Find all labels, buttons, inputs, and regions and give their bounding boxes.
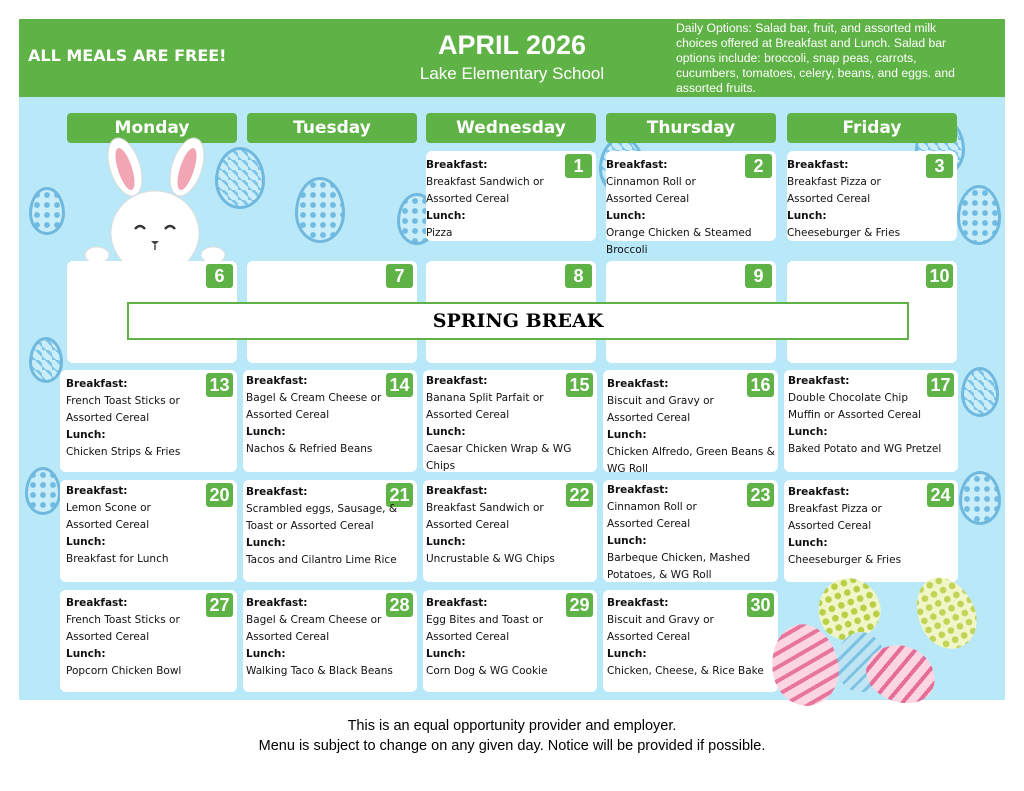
meal-label: Breakfast: xyxy=(426,597,488,609)
date-number: 2 xyxy=(745,154,772,178)
meal-label: Lunch: xyxy=(66,536,106,548)
menu-item: Tacos and Cilantro Lime Rice xyxy=(246,554,397,566)
date-number: 8 xyxy=(565,264,592,288)
meal-label: Lunch: xyxy=(246,426,286,438)
bunny-icon xyxy=(75,135,235,263)
meal-label: Lunch: xyxy=(246,537,286,549)
menu-item: Toast or Assorted Cereal xyxy=(246,520,374,532)
date-number: 20 xyxy=(206,483,233,507)
menu-item: Cinnamon Roll or xyxy=(607,501,697,513)
menu-text xyxy=(607,482,777,584)
day-cell xyxy=(60,480,237,582)
menu-text xyxy=(788,484,958,569)
easter-egg-icon xyxy=(961,367,999,417)
menu-item: Breakfast Pizza or xyxy=(787,176,881,188)
meal-label: Breakfast: xyxy=(426,485,488,497)
meal-label: Lunch: xyxy=(607,535,647,547)
date-number: 10 xyxy=(926,264,953,288)
easter-egg-icon xyxy=(295,177,345,243)
menu-text xyxy=(788,373,958,458)
day-header-friday: Friday xyxy=(787,113,957,143)
menu-text xyxy=(606,157,776,259)
menu-item: Orange Chicken & Steamed xyxy=(606,227,752,239)
meal-label: Breakfast: xyxy=(426,375,488,387)
menu-item: Bagel & Cream Cheese or xyxy=(246,392,382,404)
menu-item: Assorted Cereal xyxy=(426,409,510,421)
menu-item: Chicken Alfredo, Green Beans & xyxy=(607,446,775,458)
meal-label: Breakfast: xyxy=(66,378,128,390)
menu-item: Assorted Cereal xyxy=(246,631,330,643)
day-cell xyxy=(60,590,237,692)
meal-label: Breakfast: xyxy=(66,485,128,497)
easter-egg-icon xyxy=(957,185,1001,245)
day-cell xyxy=(603,590,778,692)
menu-text xyxy=(426,595,596,680)
menu-text xyxy=(426,157,596,242)
menu-item: Pizza xyxy=(426,227,453,239)
meal-label: Lunch: xyxy=(426,210,466,222)
day-cell xyxy=(426,151,596,241)
menu-item: Potatoes, & WG Roll xyxy=(607,569,712,581)
meal-label: Lunch: xyxy=(426,426,466,438)
footer-menu-notice: Menu is subject to change on any given day. Notice will be provided if possible. xyxy=(258,738,766,754)
school-name: Lake Elementary School xyxy=(419,64,605,83)
daily-options-text: Daily Options: Salad bar, fruit, and assorted milk choices offered at Breakfast and Lunch. Salad bar options include: broccoli, snap peas, carrots, cucumbers, tomatoes, celery, beans, and eggs. and assorted fruits. xyxy=(676,21,955,95)
day-cell xyxy=(606,151,776,256)
day-cell xyxy=(243,480,417,582)
meal-label: Lunch: xyxy=(788,426,828,438)
day-cell xyxy=(784,370,958,472)
day-cell xyxy=(784,480,958,582)
menu-item: Chicken, Cheese, & Rice Bake xyxy=(607,665,764,677)
menu-text xyxy=(66,376,236,461)
meal-label: Breakfast: xyxy=(788,375,850,387)
menu-item: Cheeseburger & Fries xyxy=(788,554,902,566)
date-number: 29 xyxy=(566,593,593,617)
date-number: 3 xyxy=(926,154,953,178)
meal-label: Breakfast: xyxy=(607,378,669,390)
day-cell xyxy=(603,480,778,582)
meal-label: Lunch: xyxy=(787,210,827,222)
menu-item: Popcorn Chicken Bowl xyxy=(66,665,182,677)
meal-label: Lunch: xyxy=(246,648,286,660)
menu-text xyxy=(607,595,777,680)
meal-label: Breakfast: xyxy=(607,597,669,609)
menu-text xyxy=(426,373,596,475)
meal-label: Lunch: xyxy=(606,210,646,222)
meal-label: Breakfast: xyxy=(426,159,488,171)
menu-item: Egg Bites and Toast or xyxy=(426,614,544,626)
menu-text xyxy=(66,483,236,568)
menu-item: Caesar Chicken Wrap & WG xyxy=(426,443,572,455)
meal-label: Lunch: xyxy=(788,537,828,549)
menu-text xyxy=(246,373,416,458)
menu-item: Uncrustable & WG Chips xyxy=(426,553,555,565)
meal-label: Lunch: xyxy=(607,429,647,441)
menu-text xyxy=(66,595,236,680)
menu-text xyxy=(607,376,777,478)
menu-item: Breakfast Pizza or xyxy=(788,503,882,515)
menu-item: Breakfast Sandwich or xyxy=(426,176,544,188)
menu-item: Assorted Cereal xyxy=(426,519,510,531)
day-header-tuesday: Tuesday xyxy=(247,113,417,143)
menu-item: Assorted Cereal xyxy=(787,193,871,205)
day-cell xyxy=(423,590,597,692)
date-number: 28 xyxy=(386,593,413,617)
menu-item: Assorted Cereal xyxy=(426,631,510,643)
date-number: 23 xyxy=(747,483,774,507)
easter-egg-icon xyxy=(29,337,63,383)
meal-label: Lunch: xyxy=(607,648,647,660)
date-number: 21 xyxy=(386,483,413,507)
menu-item: Cinnamon Roll or xyxy=(606,176,696,188)
day-cell xyxy=(243,590,417,692)
menu-item: Lemon Scone or xyxy=(66,502,151,514)
date-number: 7 xyxy=(386,264,413,288)
meal-label: Lunch: xyxy=(66,648,106,660)
menu-item: Corn Dog & WG Cookie xyxy=(426,665,548,677)
menu-item: WG Roll xyxy=(607,463,648,475)
day-cell xyxy=(423,370,597,472)
date-number: 9 xyxy=(745,264,772,288)
menu-text xyxy=(426,483,596,568)
menu-item: Assorted Cereal xyxy=(426,193,510,205)
meal-label: Breakfast: xyxy=(607,484,669,496)
menu-item: Walking Taco & Black Beans xyxy=(246,665,393,677)
meal-label: Breakfast: xyxy=(788,486,850,498)
meal-label: Breakfast: xyxy=(606,159,668,171)
day-cell xyxy=(603,370,778,475)
easter-egg-icon xyxy=(29,187,65,235)
menu-item: Breakfast Sandwich or xyxy=(426,502,544,514)
menu-item: Double Chocolate Chip xyxy=(788,392,908,404)
day-header-wednesday: Wednesday xyxy=(426,113,596,143)
menu-item: Assorted Cereal xyxy=(66,519,150,531)
easter-egg-icon xyxy=(959,471,1001,525)
menu-item: Chicken Strips & Fries xyxy=(66,446,181,458)
footer-equal-opportunity: This is an equal opportunity provider and employer. xyxy=(347,718,677,734)
meal-label: Lunch: xyxy=(426,648,466,660)
day-cell xyxy=(60,370,237,472)
menu-item: Assorted Cereal xyxy=(607,631,691,643)
menu-item: Assorted Cereal xyxy=(66,631,150,643)
menu-item: Baked Potato and WG Pretzel xyxy=(788,443,942,455)
menu-item: French Toast Sticks or xyxy=(66,395,180,407)
day-cell xyxy=(787,151,957,241)
page-title: APRIL 2026 xyxy=(437,30,587,60)
menu-item: Muffin or Assorted Cereal xyxy=(788,409,922,421)
meal-label: Lunch: xyxy=(66,429,106,441)
day-header-thursday: Thursday xyxy=(606,113,776,143)
date-number: 22 xyxy=(566,483,593,507)
menu-text xyxy=(246,484,416,569)
menu-item: Chips xyxy=(426,460,456,472)
menu-item: Barbeque Chicken, Mashed xyxy=(607,552,751,564)
date-number: 30 xyxy=(747,593,774,617)
date-number: 14 xyxy=(386,373,413,397)
date-number: 17 xyxy=(927,373,954,397)
menu-item: Cheeseburger & Fries xyxy=(787,227,901,239)
date-number: 13 xyxy=(206,373,233,397)
menu-item: Assorted Cereal xyxy=(788,520,872,532)
menu-text xyxy=(246,595,416,680)
meal-label: Breakfast: xyxy=(246,597,308,609)
menu-item: French Toast Sticks or xyxy=(66,614,180,626)
spring-break-banner: SPRING BREAK xyxy=(127,302,909,340)
menu-item: Bagel & Cream Cheese or xyxy=(246,614,382,626)
menu-item: Breakfast for Lunch xyxy=(66,553,169,565)
menu-item: Assorted Cereal xyxy=(66,412,150,424)
date-number: 16 xyxy=(747,373,774,397)
meal-label: Lunch: xyxy=(426,536,466,548)
date-number: 6 xyxy=(206,264,233,288)
menu-item: Broccoli xyxy=(606,244,648,256)
easter-egg-icon xyxy=(25,467,61,515)
meal-label: Breakfast: xyxy=(66,597,128,609)
menu-item: Scrambled eggs, Sausage, & xyxy=(246,503,398,515)
date-number: 1 xyxy=(565,154,592,178)
meal-label: Breakfast: xyxy=(787,159,849,171)
menu-item: Biscuit and Gravy or xyxy=(607,614,714,626)
menu-item: Assorted Cereal xyxy=(606,193,690,205)
menu-item: Assorted Cereal xyxy=(246,409,330,421)
menu-item: Assorted Cereal xyxy=(607,518,691,530)
menu-item: Banana Split Parfait or xyxy=(426,392,544,404)
date-number: 27 xyxy=(206,593,233,617)
menu-item: Assorted Cereal xyxy=(607,412,691,424)
menu-text xyxy=(787,157,957,242)
date-number: 15 xyxy=(566,373,593,397)
date-number: 24 xyxy=(927,483,954,507)
meal-label: Breakfast: xyxy=(246,375,308,387)
day-cell xyxy=(243,370,417,472)
menu-item: Biscuit and Gravy or xyxy=(607,395,714,407)
day-header-monday: Monday xyxy=(67,113,237,143)
meal-label: Breakfast: xyxy=(246,486,308,498)
day-cell xyxy=(423,480,597,582)
menu-item: Nachos & Refried Beans xyxy=(246,443,373,455)
free-meals-text: ALL MEALS ARE FREE! xyxy=(28,46,227,65)
